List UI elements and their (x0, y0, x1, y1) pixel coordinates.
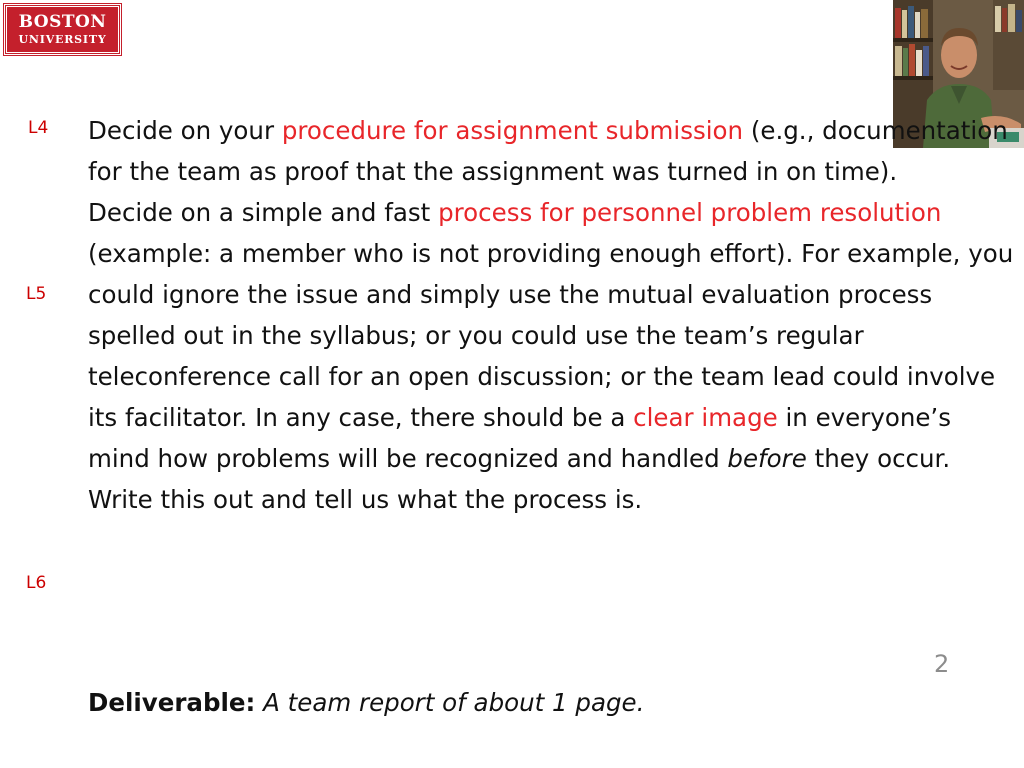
slide-marker-l4: L4 (28, 118, 49, 138)
deliverable-text: A team report of about 1 page. (255, 688, 645, 717)
logo-line-2: UNIVERSITY (18, 33, 107, 46)
slide-marker-l6: L6 (26, 573, 47, 593)
slide-body (88, 110, 1018, 520)
p2-text-3: in everyone’s mind how problems will be recognized and handled (88, 403, 951, 473)
paragraph-resolution (88, 192, 1018, 520)
logo-badge (6, 6, 119, 53)
deliverable-line (88, 686, 644, 720)
slide-marker-l5: L5 (26, 284, 47, 304)
deliverable-label: Deliverable: (88, 688, 256, 717)
p2-text-4: they occur. Write this out and tell us what the process is. (88, 444, 951, 514)
boston-university-logo (3, 3, 122, 56)
paragraph-submission (88, 110, 1018, 192)
p1-text-2: (e.g., documentation for the team as proof that the assignment was turned in on time). (88, 116, 1008, 186)
p1-highlight: procedure for assignment submission (281, 116, 744, 145)
p2-emphasis: before (727, 444, 807, 473)
page-number: 2 (934, 650, 950, 678)
p2-highlight-2: clear image (633, 403, 778, 432)
p1-text-1: Decide on your (88, 116, 282, 145)
p2-text-2: (example: a member who is not providing enough effort). For example, you could ignore the issue and simply use the mutual evaluation process spelled out in the syllabus; or you could use the team’s regular teleconference call for an open discussion; or the team lead could involve its facilitator. In any case, there should be a (88, 239, 1014, 432)
p2-highlight-1: process for personnel problem resolution (438, 198, 942, 227)
logo-line-1: BOSTON (18, 12, 107, 32)
p2-text-1: Decide on a simple and fast (88, 198, 439, 227)
